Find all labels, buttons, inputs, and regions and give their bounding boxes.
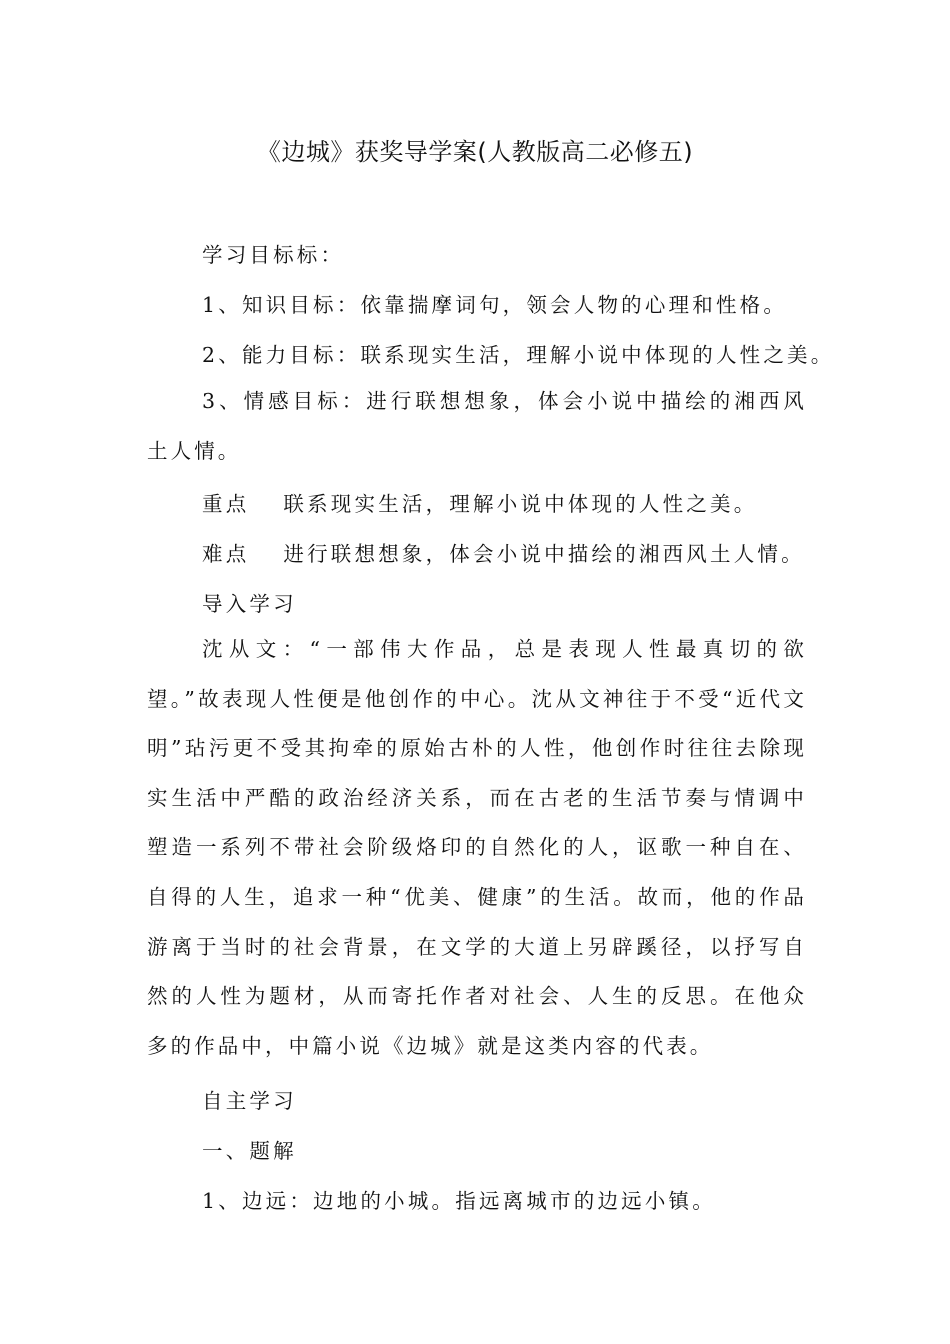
key-point-text: 联系现实生活，理解小说中体现的人性之美。 — [283, 492, 758, 516]
section-1-heading: 一、题解 — [202, 1139, 297, 1163]
objective-3: 3、情感目标：进行联想想象，体会小说中描绘的湘西风土人情。 — [147, 389, 807, 463]
item-1: 1、边远：边地的小城。指远离城市的边远小镇。 — [202, 1189, 716, 1213]
document-title: 《边城》获奖导学案(人教版高二必修五) — [256, 138, 694, 166]
self-study-heading: 自主学习 — [202, 1089, 297, 1113]
difficulty — [202, 537, 807, 567]
difficulty-text: 进行联想想象，体会小说中描绘的湘西风土人情。 — [283, 542, 805, 566]
intro-heading: 导入学习 — [202, 592, 297, 616]
objective-2: 2、能力目标：联系现实生活，理解小说中体现的人性之美。 — [202, 343, 835, 367]
key-point-label: 重点 — [202, 492, 250, 516]
intro-paragraph: 沈从文：“一部伟大作品，总是表现人性最真切的欲望。”故表现人性便是他创作的中心。沈从文神往于不受“近代文明”玷污更不受其拘牵的原始古朴的人性，他创作时往往去除现实生活中严酷的政治经济关系，而在古老的生活节奏与情调中塑造一系列不带社会阶级烙印的自然化的人，讴歌一种自在、自得的人生，追求一种“优美、健康”的生活。故而，他的作品游离于当时的社会背景，在文学的大道上另辟蹊径，以抒写自然的人性为题材，从而寄托作者对社会、人生的反思。在他众多的作品中，中篇小说《边城》就是这类内容的代表。 — [147, 637, 807, 1058]
key-point — [202, 487, 807, 517]
objectives-heading: 学习目标标： — [202, 243, 345, 267]
difficulty-label: 难点 — [202, 542, 250, 566]
objective-1: 1、知识目标：依靠揣摩词句，领会人物的心理和性格。 — [202, 293, 788, 317]
